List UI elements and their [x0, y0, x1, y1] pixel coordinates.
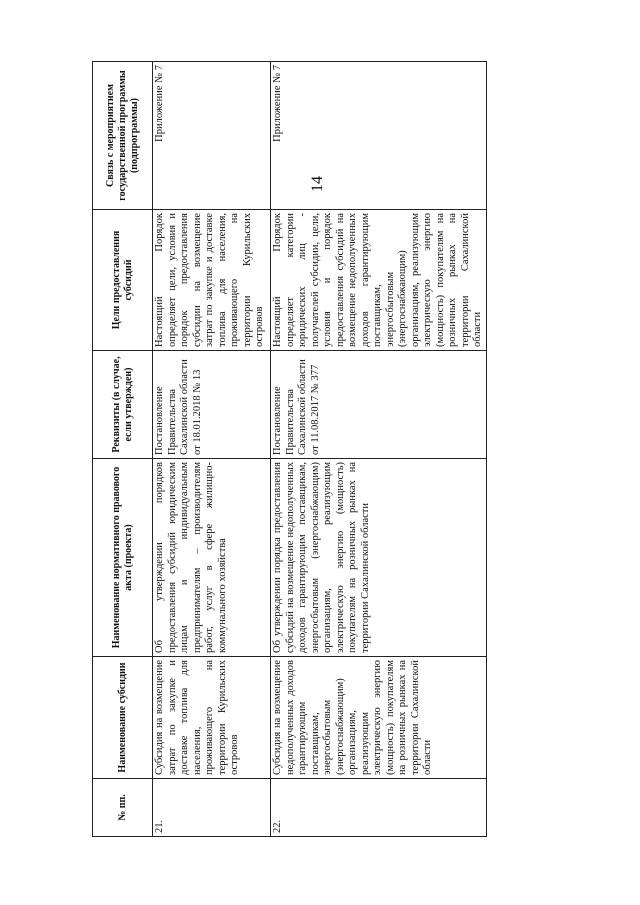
row-num: 21. [153, 779, 271, 837]
row-num: 22. [271, 779, 487, 837]
row-name: Субсидия на возмещение недополученных доходов гарантирующим поставщикам, энергосбытовым (энергоснабжающим) организациям, реализующим электрическую энергию (мощность) покупателям на розничных рынках на территории Сахалинской области [271, 657, 487, 779]
header-act: Наименование нормативного правового акта (проекта) [93, 459, 153, 657]
row-name: Субсидия на возмещение затрат по закупке и доставке топлива для населения, проживающего на территории Курильских островов [153, 657, 271, 779]
header-num: № пп. [93, 779, 153, 837]
row-goals: Настоящий Порядок определяет категории юридических лиц - получателей субсидии, цели, условия и порядок предоставления субсидий на возмещение недополученных доходов гарантирующим поставщикам, энергосбытовым (энергоснабжающим) организациям, реализующим электрическую энергию (мощность) покупателям на розничных рынках на территории Сахалинской области [271, 210, 487, 351]
header-link: Связь с мероприятием государственной программы (подпрограммы) [93, 62, 153, 210]
table-header-row [93, 62, 153, 837]
table-row [153, 62, 271, 837]
subsidies-table-rotated [92, 62, 483, 837]
row-reqs: Постановление Правительства Сахалинской области от 11.08.2017 № 377 [271, 351, 487, 459]
row-goals: Настоящий Порядок определяет цели, условия и порядок предоставления субсидии на возмещение затрат по закупке и доставке топлива для населения, проживающего на территории Курильских островов [153, 210, 271, 351]
page-number: 14 [309, 176, 326, 192]
subsidies-table [92, 61, 487, 837]
row-link: Приложение № 7 [153, 62, 271, 210]
header-goals: Цели предоставления субсидий [93, 210, 153, 351]
header-name: Наименование субсидии [93, 657, 153, 779]
row-act: Об утверждении порядков предоставления субсидий юридическим лицам и индивидуальным предпринимателям – производителям работ, услуг в сфере жилищно-коммунального хозяйства [153, 459, 271, 657]
table-row [271, 62, 487, 837]
row-link: Приложение № 7 [271, 62, 487, 210]
row-reqs: Постановление Правительства Сахалинской области от 18.01.2018 № 13 [153, 351, 271, 459]
header-reqs: Реквизиты (в случае, если утвержден) [93, 351, 153, 459]
row-act: Об утверждении порядка предоставления субсидий на возмещение недополученных доходов гарантирующим поставщикам, энергосбытовым (энергоснабжающим) организациям, реализующим электрическую энергию (мощность) покупателям на розничных рынках на территории Сахалинской области [271, 459, 487, 657]
